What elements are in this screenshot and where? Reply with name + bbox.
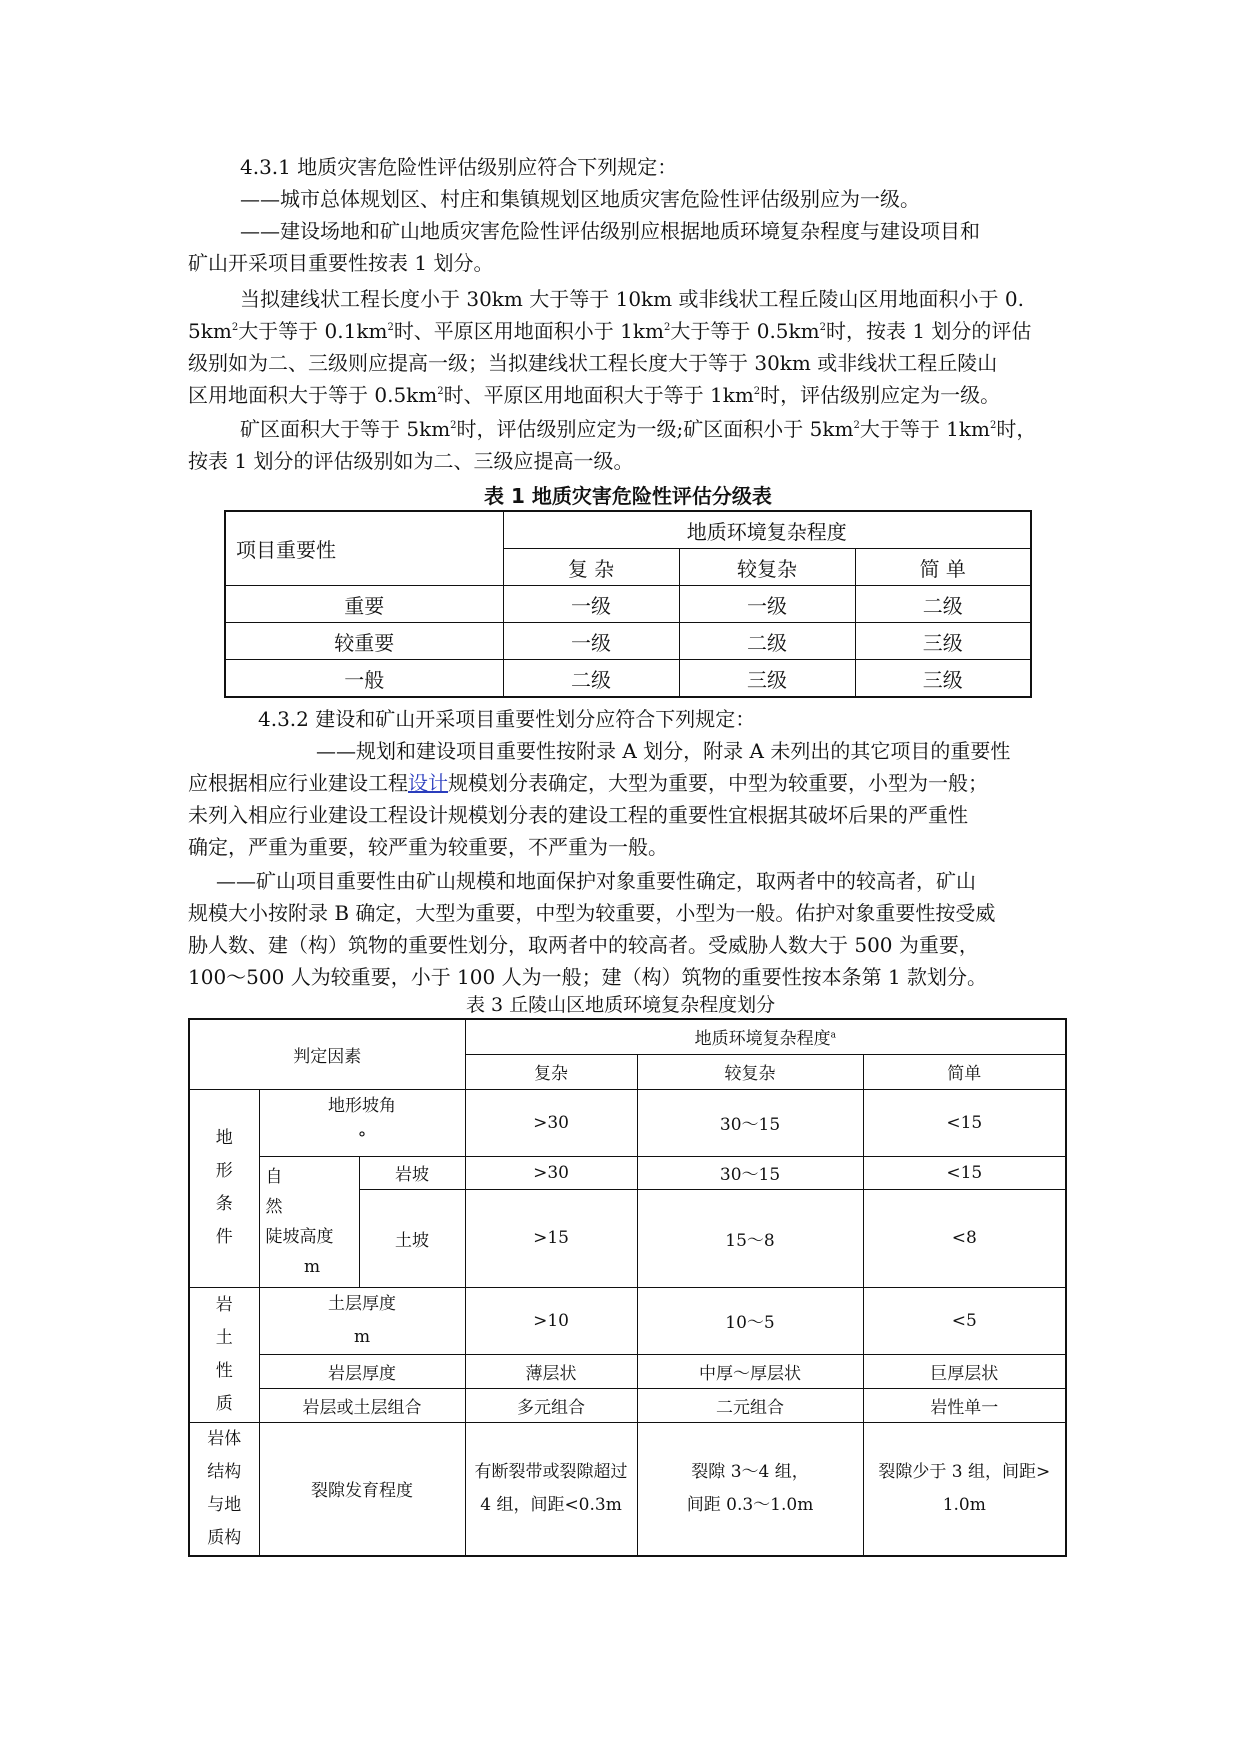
row-label: 一般	[225, 660, 503, 698]
table3-col-complex: 复杂	[465, 1054, 637, 1089]
paragraph-line: 规模大小按附录 B 确定，大型为重要，中型为较重要，小型为一般。佑护对象重要性按受威	[188, 901, 996, 925]
design-link[interactable]: 设计	[408, 771, 448, 795]
table3-combination: 岩层或土层组合	[259, 1388, 465, 1422]
table1-importance-header: 项目重要性	[225, 511, 503, 586]
table-row	[225, 623, 1031, 660]
table3-complexity-header: 地质环境复杂程度$^a$	[465, 1019, 1066, 1054]
paragraph-line: 矿区面积大于等于 $5km^2$时，评估级别应定为一级;矿区面积小于 $5km^2$大于等于 $1km^2$时，	[240, 417, 1037, 441]
table-cell: 二级	[679, 623, 855, 660]
paragraph-line: 当拟建线状工程长度小于 30km 大于等于 10km 或非线状工程丘陵山区用地面积小于 0.	[240, 287, 1024, 311]
paragraph-line: ——城市总体规划区、村庄和集镇规划区地质灾害危险性评估级别应为一级。	[240, 187, 920, 211]
table-cell: 有断裂带或裂隙超过 4 组，间距<0.3m	[465, 1422, 637, 1556]
table3-soil-slope: 土坡	[359, 1189, 465, 1287]
table-cell: 二元组合	[637, 1388, 863, 1422]
table3-caption: 表 3 丘陵山区地质环境复杂程度划分	[466, 994, 776, 1016]
table-cell: >10	[465, 1287, 637, 1354]
clause-4-3-2: 4.3.2 建设和矿山开采项目重要性划分应符合下列规定：	[258, 707, 756, 731]
table3-col-simple: 简单	[863, 1054, 1066, 1089]
table3-fracture: 裂隙发育程度	[259, 1422, 465, 1556]
row-label: 重要	[225, 586, 503, 623]
table-cell: 二级	[503, 660, 679, 698]
table1-col-simple: 简 单	[855, 549, 1031, 586]
paragraph-line: ——建设场地和矿山地质灾害危险性评估级别应根据地质环境复杂程度与建设项目和	[240, 219, 980, 243]
table3-group-structure: 岩体 结构 与地 质构	[189, 1422, 259, 1556]
table-cell: <8	[863, 1189, 1066, 1287]
table-cell: 10～5	[637, 1287, 863, 1354]
row-label: 较重要	[225, 623, 503, 660]
table-cell: 一级	[679, 586, 855, 623]
table-cell: 三级	[679, 660, 855, 698]
paragraph-line: 级别如为二、三级则应提高一级；当拟建线状工程长度大于等于 30km 或非线状工程丘陵山	[188, 351, 998, 375]
table1	[224, 510, 1032, 698]
table-cell: 一级	[503, 586, 679, 623]
table-cell: <15	[863, 1156, 1066, 1189]
paragraph-line: $5km^2$大于等于 $0.1km^2$时、平原区用地面积小于 $1km^2$大于等于 $0.5km^2$时，按表 1 划分的评估	[188, 319, 1032, 343]
table-cell: >30	[465, 1089, 637, 1156]
table-cell: 30～15	[637, 1156, 863, 1189]
table3	[188, 1018, 1067, 1557]
table-cell: 15～8	[637, 1189, 863, 1287]
table3-rock-thickness: 岩层厚度	[259, 1354, 465, 1388]
table-cell: 三级	[855, 623, 1031, 660]
table3-group-rock: 岩 土 性 质	[189, 1287, 259, 1422]
paragraph-line: 应根据相应行业建设工程设计规模划分表确定，大型为重要，中型为较重要，小型为一般；	[188, 771, 988, 795]
table-cell: <15	[863, 1089, 1066, 1156]
table3-group-terrain: 地 形 条 件	[189, 1089, 259, 1287]
paragraph-line: 胁人数、建（构）筑物的重要性划分，取两者中的较高者。受威胁人数大于 500 为重要，	[188, 933, 979, 957]
table1-col-complex: 复 杂	[503, 549, 679, 586]
paragraph-line: ——规划和建设项目重要性按附录 A 划分，附录 A 未列出的其它项目的重要性	[316, 739, 1011, 763]
table1-col-medium: 较复杂	[679, 549, 855, 586]
table-cell: 中厚～厚层状	[637, 1354, 863, 1388]
table-row	[225, 586, 1031, 623]
table-cell: 岩性单一	[863, 1388, 1066, 1422]
paragraph-line: 未列入相应行业建设工程设计规模划分表的建设工程的重要性宜根据其破坏后果的严重性	[188, 803, 968, 827]
table-cell: 多元组合	[465, 1388, 637, 1422]
paragraph-line: 区用地面积大于等于 $0.5km^2$时、平原区用地面积大于等于 $1km^2$时，评估级别应定为一级。	[188, 383, 1001, 407]
table-cell: 裂隙少于 3 组，间距> 1.0m	[863, 1422, 1066, 1556]
table-cell: 薄层状	[465, 1354, 637, 1388]
table3-slope-angle: 地形坡角 °	[259, 1089, 465, 1156]
table1-complexity-header: 地质环境复杂程度	[503, 511, 1031, 549]
table-cell: 三级	[855, 660, 1031, 698]
table-cell: 二级	[855, 586, 1031, 623]
table3-soil-thickness: 土层厚度 m	[259, 1287, 465, 1354]
clause-4-3-1: 4.3.1 地质灾害危险性评估级别应符合下列规定：	[240, 155, 678, 179]
table-cell: 裂隙 3～4 组， 间距 0.3～1.0m	[637, 1422, 863, 1556]
paragraph-line: 确定，严重为重要，较严重为较重要，不严重为一般。	[188, 835, 668, 859]
table-cell: >30	[465, 1156, 637, 1189]
table-row	[225, 660, 1031, 698]
table3-natural-steep-height: 自 然 陡坡高度 m	[259, 1156, 359, 1287]
table3-factor-header: 判定因素	[189, 1019, 465, 1089]
table3-col-medium: 较复杂	[637, 1054, 863, 1089]
table-cell: 一级	[503, 623, 679, 660]
table-cell: <5	[863, 1287, 1066, 1354]
table-cell: 巨厚层状	[863, 1354, 1066, 1388]
table-cell: >15	[465, 1189, 637, 1287]
table1-caption: 表 1 地质灾害危险性评估分级表	[484, 484, 772, 508]
paragraph-line: 矿山开采项目重要性按表 1 划分。	[188, 251, 494, 275]
paragraph-line: 100～500 人为较重要，小于 100 人为一般；建（构）筑物的重要性按本条第 1 款划分。	[188, 965, 988, 989]
table-cell: 30～15	[637, 1089, 863, 1156]
paragraph-line: 按表 1 划分的评估级别如为二、三级应提高一级。	[188, 449, 634, 473]
paragraph-line: ——矿山项目重要性由矿山规模和地面保护对象重要性确定，取两者中的较高者，矿山	[216, 869, 976, 893]
table3-rock-slope: 岩坡	[359, 1156, 465, 1189]
